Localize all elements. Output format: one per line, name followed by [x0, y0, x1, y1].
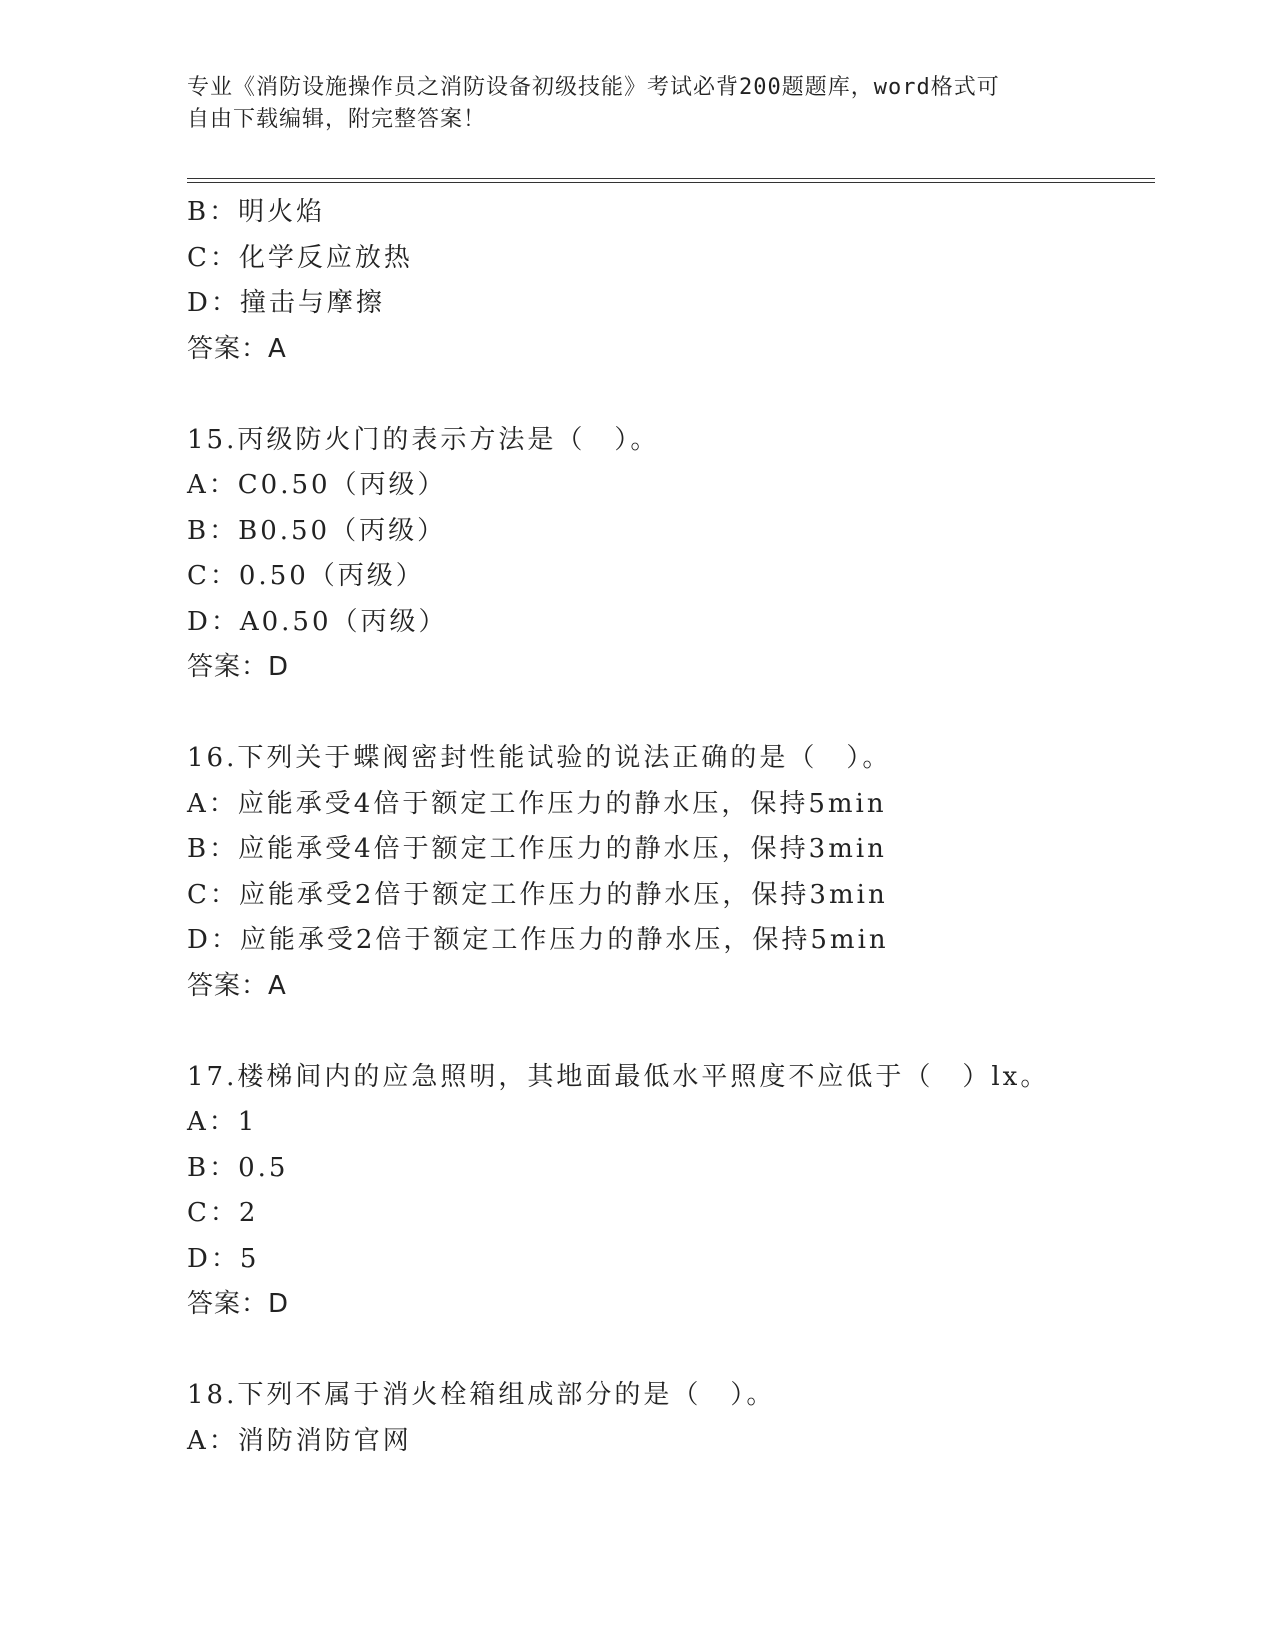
question-stem: 17.楼梯间内的应急照明，其地面最低水平照度不应低于（ ）lx。	[187, 1061, 1050, 1092]
answer-line: 答案：A	[187, 333, 287, 364]
option-a: A：1	[187, 1107, 258, 1137]
option-b: B：明火焰	[187, 197, 326, 227]
question-15	[187, 418, 1155, 691]
question-stem: 18.下列不属于消火栓箱组成部分的是（ ）。	[187, 1380, 776, 1410]
header-line-1: 专业《消防设施操作员之消防设备初级技能》考试必背200题题库，word格式可	[187, 75, 1000, 100]
answer-line: 答案：D	[187, 1289, 290, 1319]
option-a: A：C0.50（丙级）	[187, 470, 447, 500]
question-17	[187, 1055, 1155, 1328]
question-16	[187, 736, 1155, 1009]
spacer	[187, 691, 1155, 737]
question-18	[187, 1373, 1155, 1464]
document-header	[187, 72, 1087, 136]
question-stem: 15.丙级防火门的表示方法是（ ）。	[187, 424, 660, 455]
header-divider-top	[187, 178, 1155, 179]
spacer	[187, 1009, 1155, 1055]
spacer	[187, 1328, 1155, 1374]
option-b: B：0.5	[187, 1152, 289, 1183]
answer-line: 答案：A	[187, 970, 287, 1001]
option-a: A：应能承受4倍于额定工作压力的静水压，保持5min	[187, 788, 887, 819]
option-c: C：化学反应放热	[187, 242, 413, 273]
option-c: C：0.50（丙级）	[187, 561, 425, 591]
question-stem: 16.下列关于蝶阀密封性能试验的说法正确的是（ ）。	[187, 743, 892, 773]
question-list	[187, 190, 1155, 1464]
prev-question	[187, 190, 1155, 372]
header-divider-bottom	[187, 182, 1155, 183]
answer-line: 答案：D	[187, 652, 290, 682]
spacer	[187, 372, 1155, 418]
option-d: D：应能承受2倍于额定工作压力的静水压，保持5min	[187, 925, 889, 955]
option-c: C：2	[187, 1198, 259, 1228]
option-a: A：消防消防官网	[187, 1425, 412, 1456]
option-b: B：应能承受4倍于额定工作压力的静水压，保持3min	[187, 834, 887, 864]
option-d: D：A0.50（丙级）	[187, 606, 448, 637]
header-line-2: 自由下载编辑，附完整答案！	[187, 107, 487, 132]
option-c: C：应能承受2倍于额定工作压力的静水压，保持3min	[187, 879, 888, 910]
option-b: B：B0.50（丙级）	[187, 515, 447, 546]
option-d: D：撞击与摩擦	[187, 288, 385, 318]
option-d: D：5	[187, 1243, 260, 1274]
